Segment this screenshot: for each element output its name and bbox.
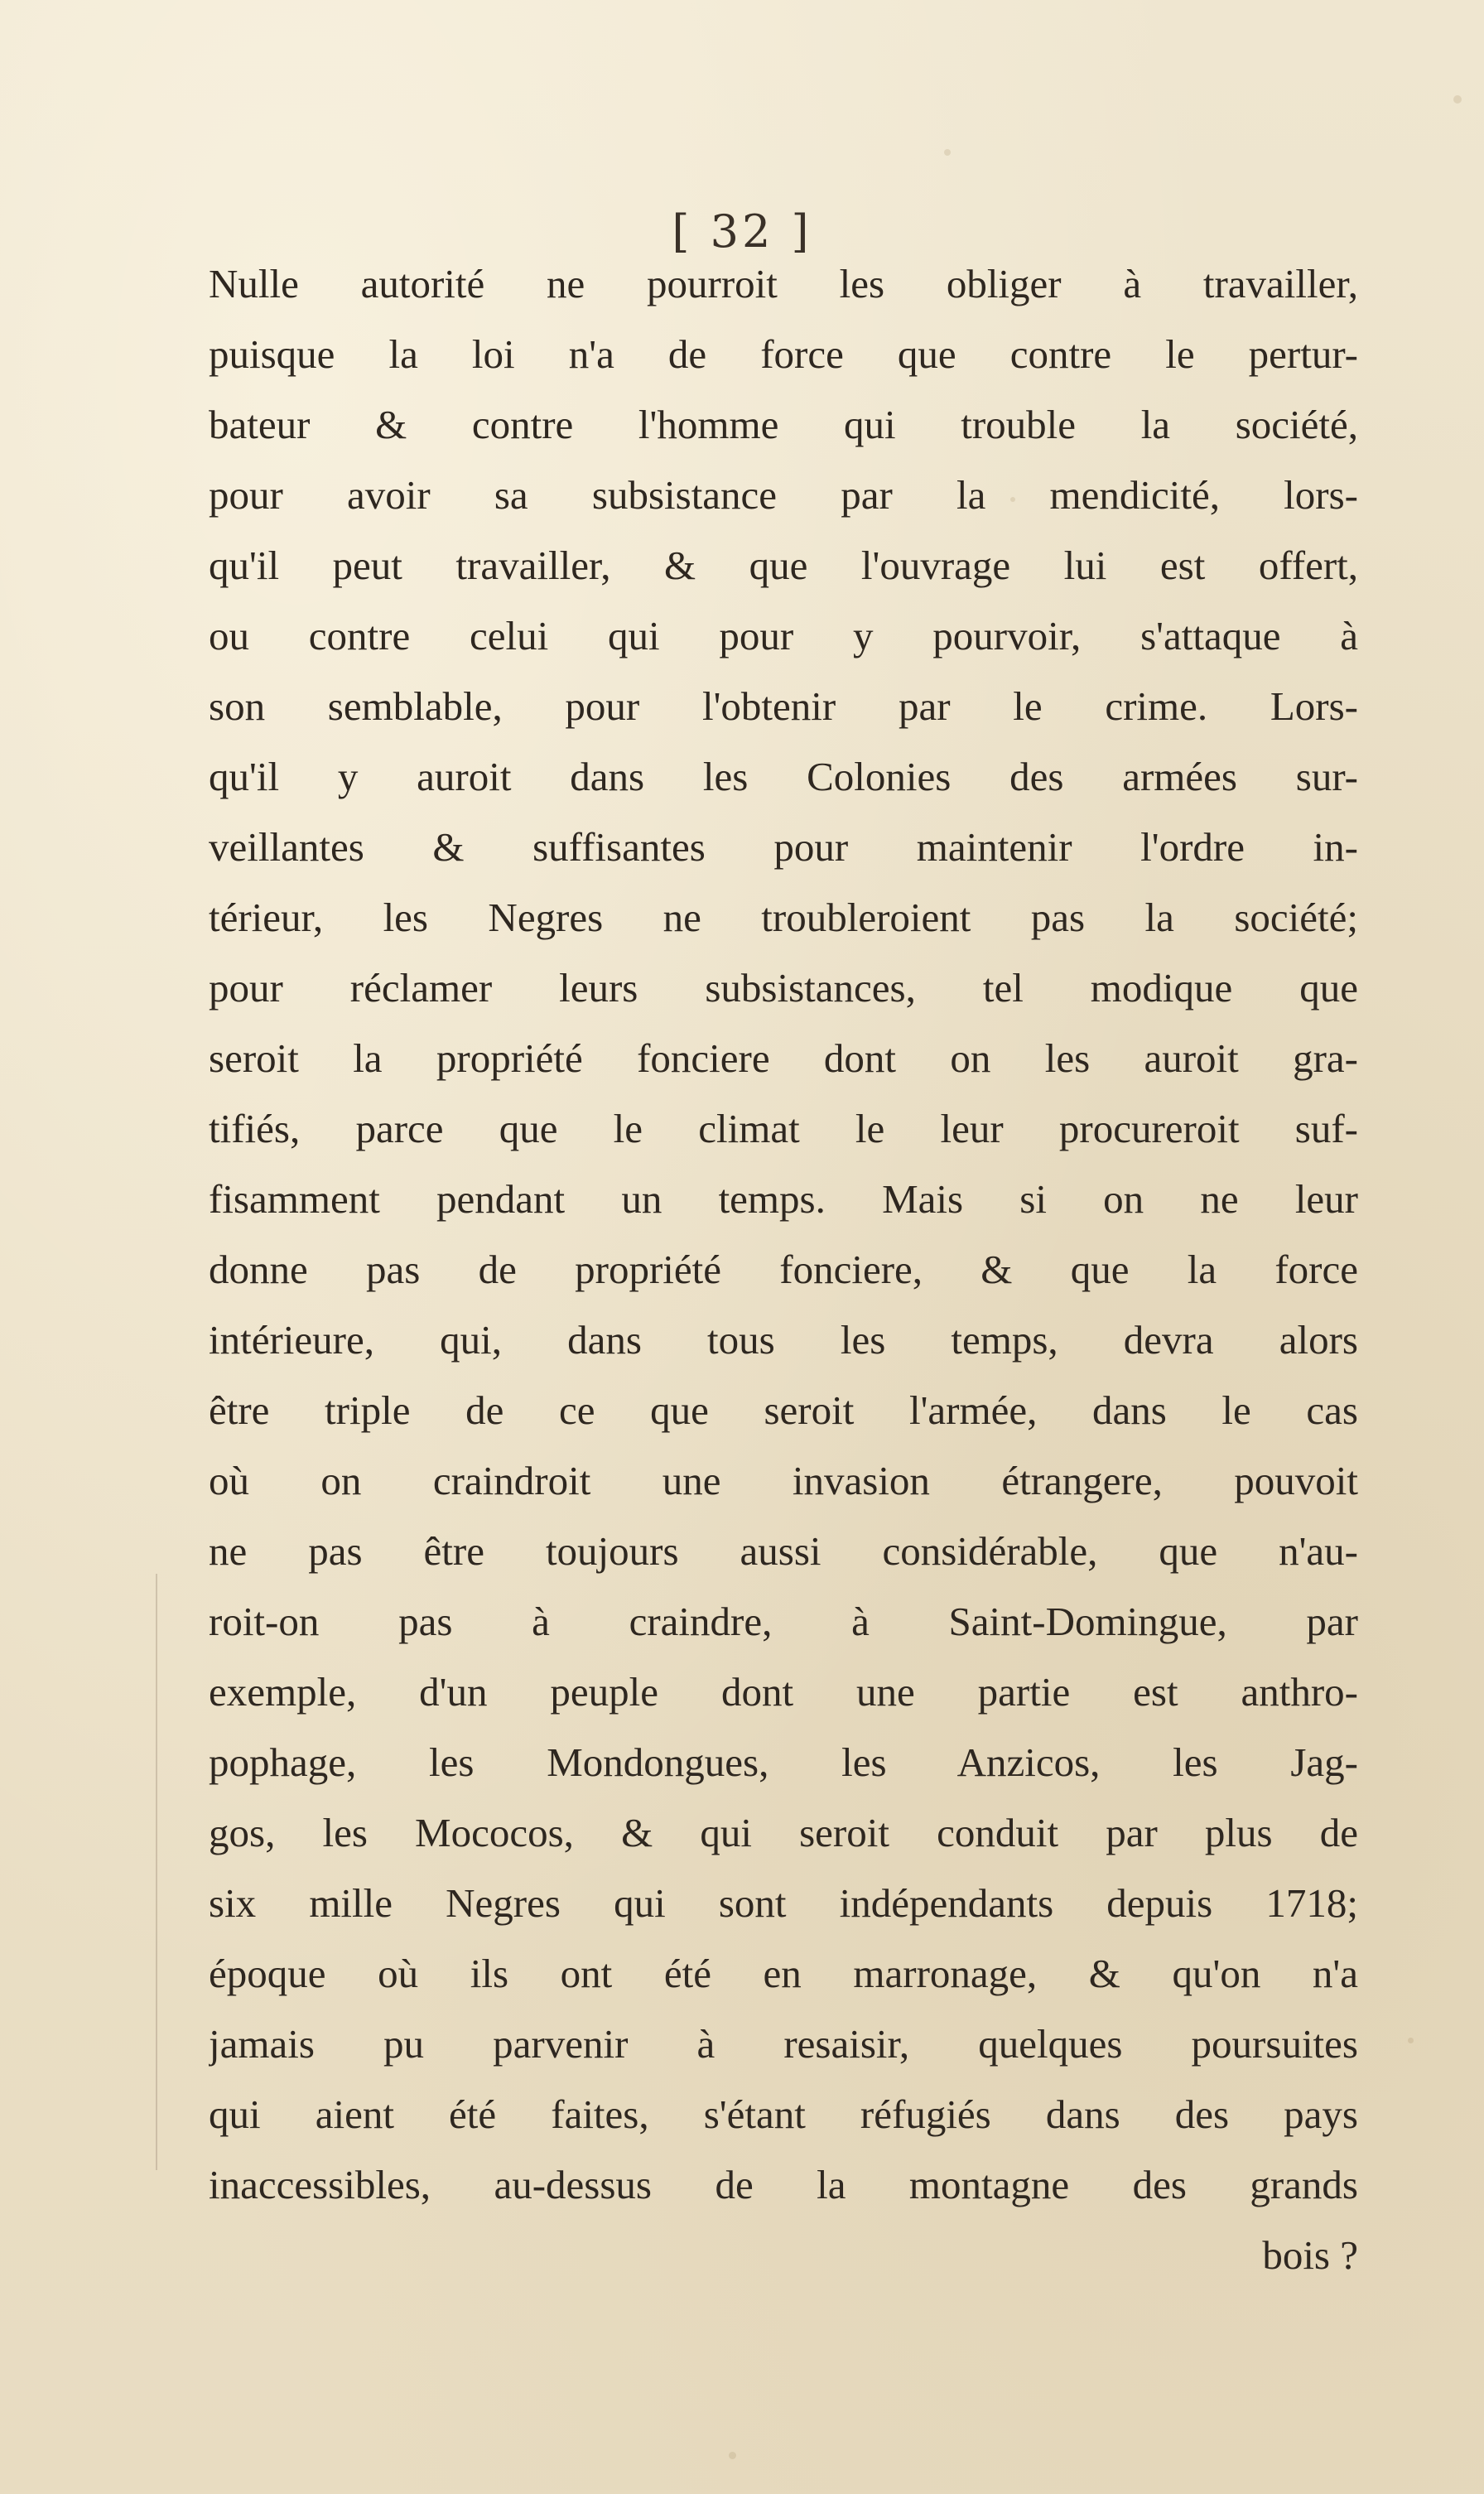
text-line: qu'il y auroit dans les Colonies des armées sur- (209, 754, 1358, 799)
text-line: exemple, d'un peuple dont une partie est anthro- (209, 1669, 1358, 1715)
text-line: tifiés, parce que le climat le leur procureroit suf- (209, 1106, 1358, 1151)
text-line: inaccessibles, au-dessus de la montagne des grands (209, 2162, 1358, 2207)
text-line: son semblable, pour l'obtenir par le crime. Lors- (209, 683, 1358, 729)
text-line: ne pas être toujours aussi considérable, que n'au- (209, 1528, 1358, 1574)
text-line: intérieure, qui, dans tous les temps, devra alors (209, 1317, 1358, 1363)
paper-spot (1408, 2038, 1414, 2043)
text-line: donne pas de propriété fonciere, & que la force (209, 1247, 1358, 1292)
page-number-header: [ 32 ] (672, 205, 812, 258)
text-line: veillantes & suffisantes pour maintenir l'ordre in- (209, 824, 1358, 870)
text-line: être triple de ce que seroit l'armée, dans le cas (209, 1387, 1358, 1433)
text-line: seroit la propriété fonciere dont on les auroit gra- (209, 1035, 1358, 1081)
text-line: où on craindroit une invasion étrangere, pouvoit (209, 1458, 1358, 1503)
text-line: puisque la loi n'a de force que contre le pertur- (209, 331, 1358, 377)
text-line-last: bois ? (1262, 2232, 1358, 2278)
text-line: pour réclamer leurs subsistances, tel modique que (209, 965, 1358, 1011)
paper-spot (944, 149, 951, 156)
text-line: roit-on pas à craindre, à Saint-Domingue, par (209, 1599, 1358, 1644)
text-line: fisamment pendant un temps. Mais si on ne leur (209, 1176, 1358, 1222)
paper-spot (729, 2452, 736, 2459)
margin-fold-trace (156, 1574, 157, 2170)
body-text (209, 248, 1358, 2290)
text-line: bateur & contre l'homme qui trouble la société, (209, 402, 1358, 447)
text-line: pour avoir sa subsistance par la mendicité, lors- (209, 472, 1358, 518)
text-line: qui aient été faites, s'étant réfugiés dans des pays (209, 2091, 1358, 2137)
text-line: pophage, les Mondongues, les Anzicos, les Jag- (209, 1739, 1358, 1785)
text-line: térieur, les Negres ne troubleroient pas la société; (209, 895, 1358, 940)
text-line: qu'il peut travailler, & que l'ouvrage lui est offert, (209, 543, 1358, 588)
text-line: époque où ils ont été en marronage, & qu'on n'a (209, 1951, 1358, 1996)
text-line: ou contre celui qui pour y pourvoir, s'attaque à (209, 613, 1358, 658)
paper-spot (1453, 95, 1462, 104)
text-line: six mille Negres qui sont indépendants depuis 1718; (209, 1880, 1358, 1926)
text-line: gos, les Mococos, & qui seroit conduit par plus de (209, 1810, 1358, 1855)
text-line: jamais pu parvenir à resaisir, quelques poursuites (209, 2021, 1358, 2067)
text-line: Nulle autorité ne pourroit les obliger à travailler, (209, 261, 1358, 306)
